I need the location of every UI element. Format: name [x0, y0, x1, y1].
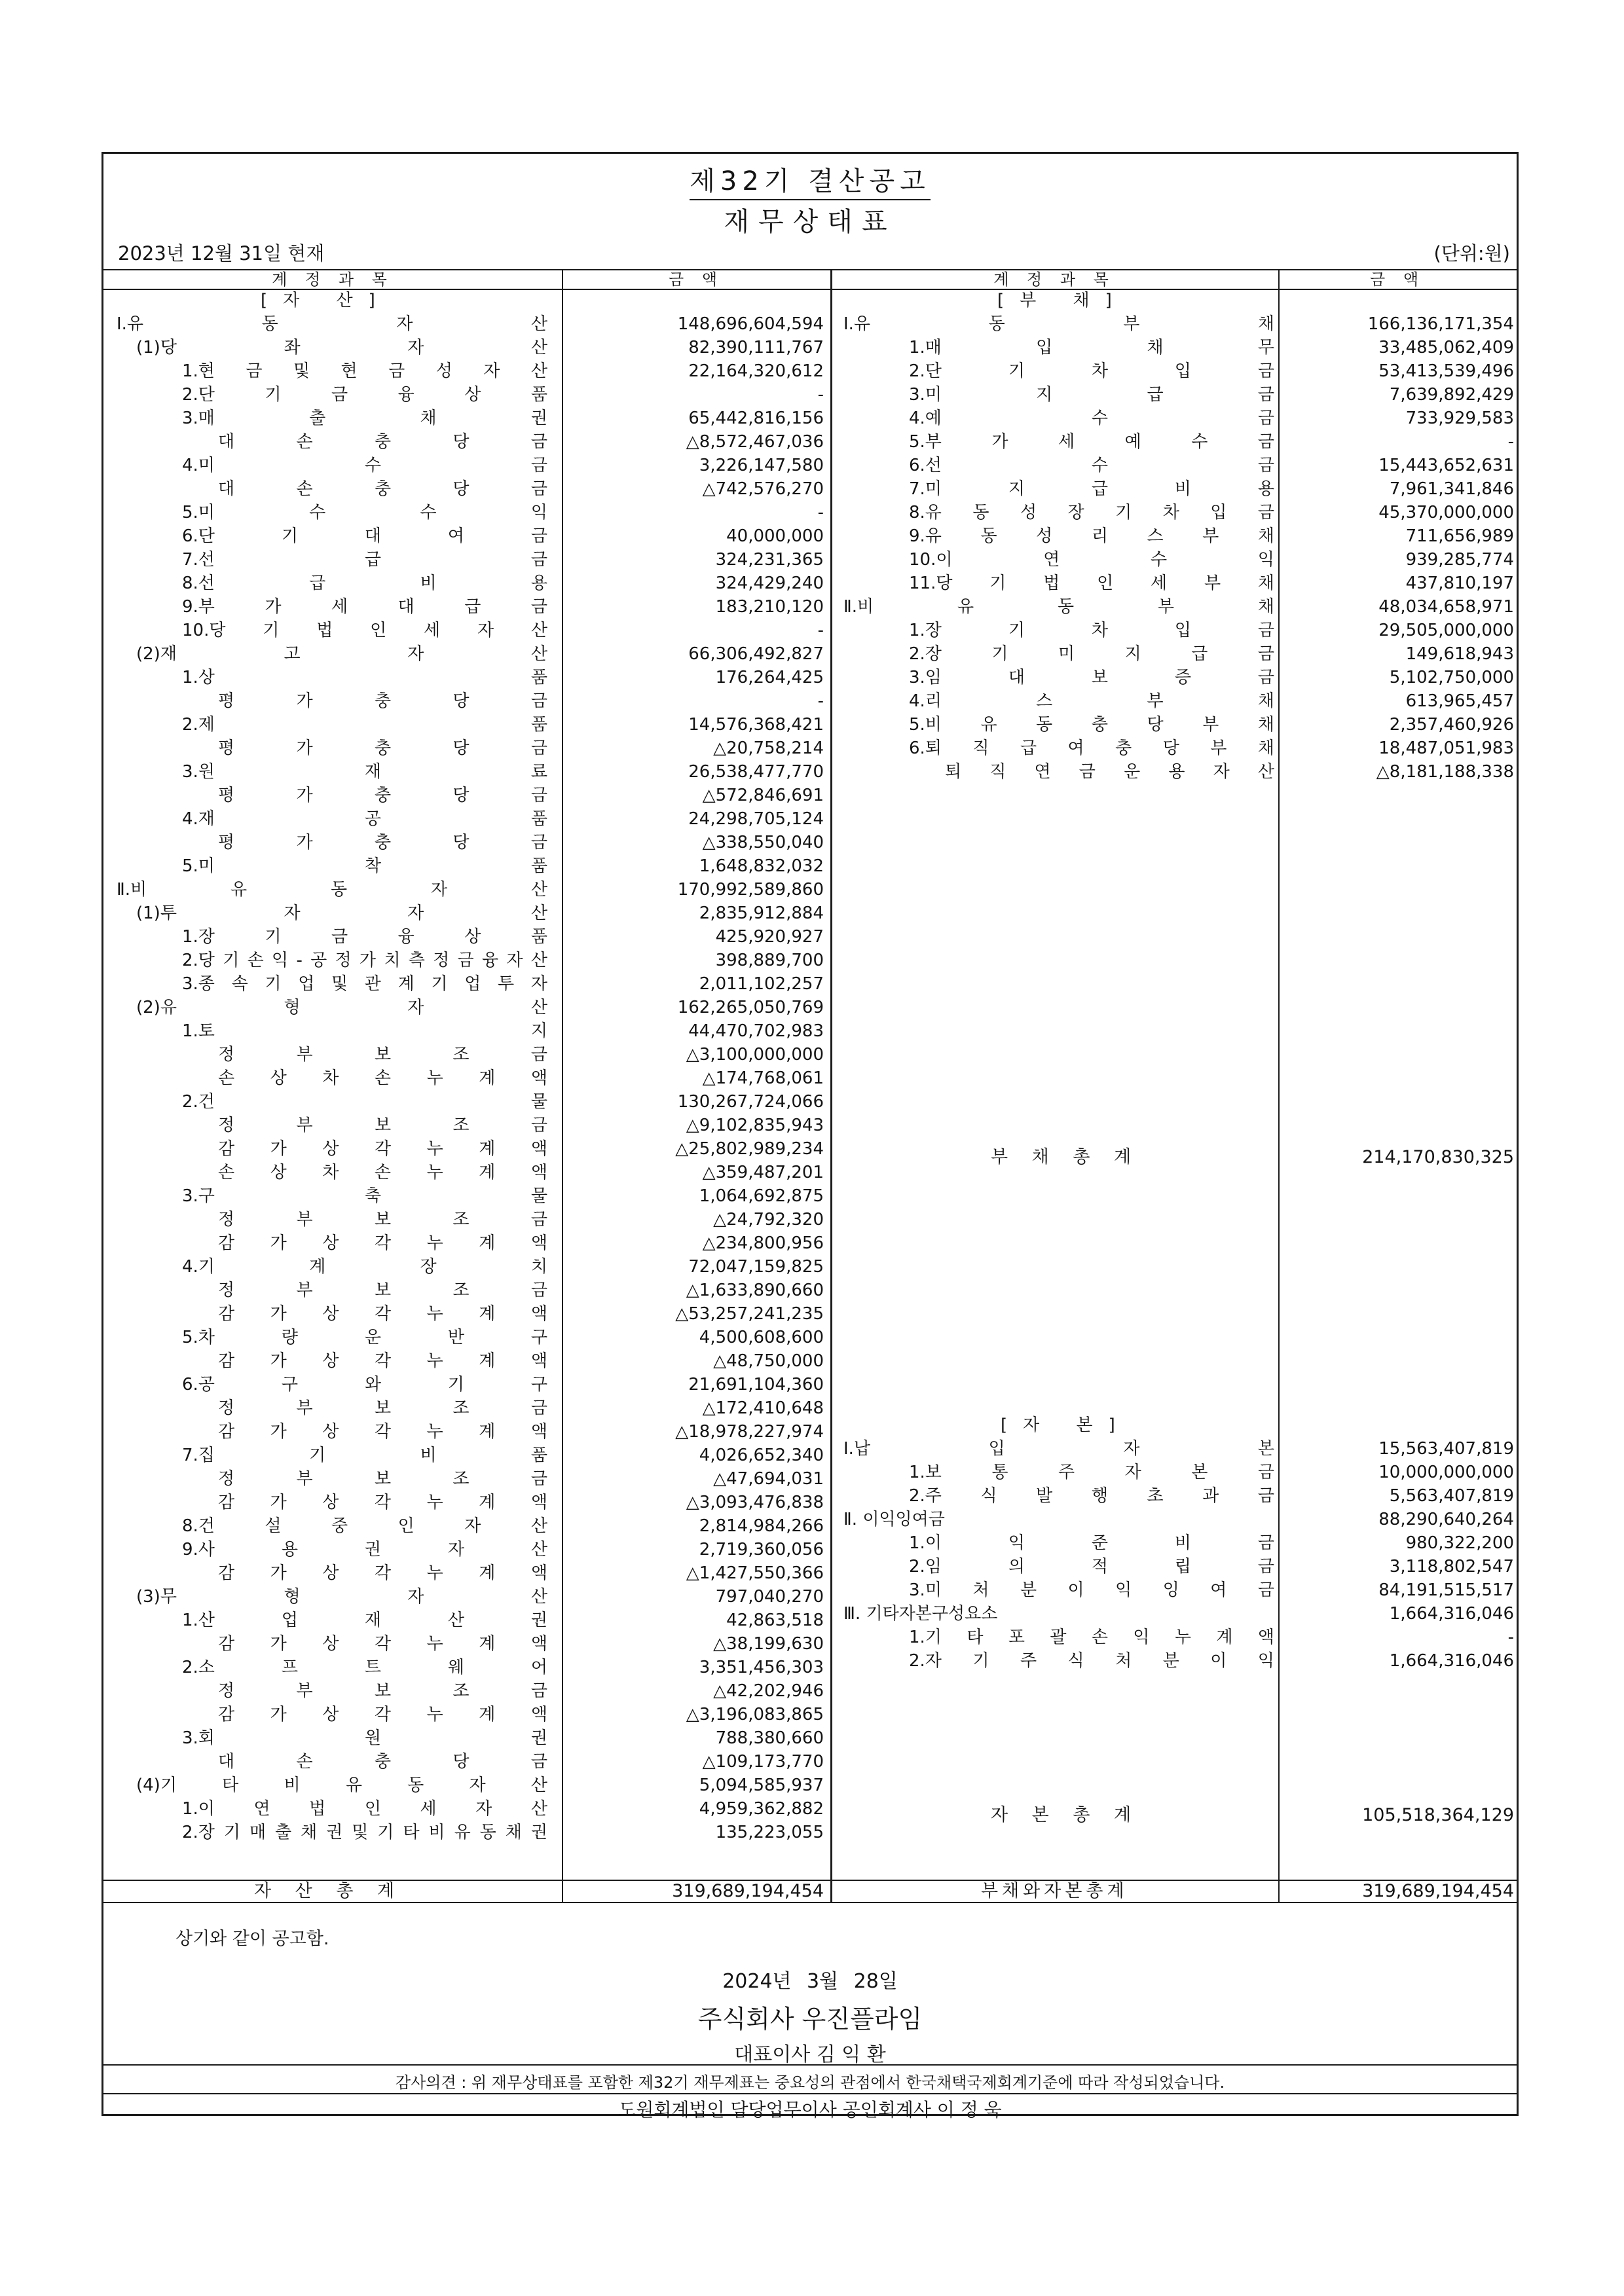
amount-cell: 14,576,368,421 — [688, 715, 824, 735]
account-label: 1.보 통 주 자 본 금 — [909, 1463, 1274, 1482]
account-label: 8.유 동 성 장 기 차 입 금 — [909, 503, 1274, 522]
account-label: 감 가 상 각 누 계 액 — [218, 1563, 547, 1583]
account-label: 2.장 기 매 출 채 권 및 기 타 비 유 동 채 권 — [182, 1823, 547, 1842]
amount-cell: 176,264,425 — [715, 668, 824, 687]
table-row — [103, 1184, 1517, 1208]
account-label: Ⅰ.납 입 자 본 — [843, 1439, 1274, 1459]
page-title: 제32기 결산공고 — [103, 160, 1517, 198]
amount-cell: 4,026,652,340 — [699, 1446, 824, 1465]
account-label: 1.장 기 차 입 금 — [909, 621, 1274, 640]
amount-cell: - — [1507, 432, 1514, 452]
account-label: 3.회 원 권 — [182, 1728, 547, 1748]
amount-cell: 1,664,316,046 — [1389, 1604, 1514, 1624]
amount-cell: △18,978,227,974 — [675, 1422, 824, 1442]
account-label: 손 상 차 손 누 계 액 — [218, 1163, 547, 1182]
account-label: 2.당 기 손 익 - 공 정 가 치 측 정 금 융 자 산 — [182, 951, 547, 970]
account-label: (2)유 형 자 산 — [136, 998, 547, 1017]
table-row — [103, 1302, 1517, 1326]
account-label: 정 부 보 조 금 — [218, 1210, 547, 1230]
account-label: 감 가 상 각 누 계 액 — [218, 1422, 547, 1442]
amount-cell: 711,656,989 — [1405, 526, 1514, 546]
account-label: (1)투 자 자 산 — [136, 903, 547, 923]
table-row — [103, 996, 1517, 1019]
table-row — [103, 831, 1517, 854]
table-row — [103, 1090, 1517, 1114]
table-row — [103, 501, 1517, 524]
amount-cell: 5,102,750,000 — [1389, 668, 1514, 687]
ceo-name: 대표이사 김 익 환 — [734, 2043, 886, 2066]
account-label: 4.기 계 장 치 — [182, 1257, 547, 1277]
report-date: 2023년 12월 31일 현재 — [118, 242, 325, 264]
account-label: 1.매 입 채 무 — [909, 338, 1274, 357]
table-row — [103, 878, 1517, 902]
amount-cell: 3,351,456,303 — [699, 1658, 824, 1677]
amount-cell: 5,094,585,937 — [699, 1776, 824, 1795]
amount-cell: △109,173,770 — [702, 1752, 824, 1772]
amount-cell: 10,000,000,000 — [1378, 1463, 1514, 1482]
table-row — [103, 737, 1517, 760]
amount-cell: - — [817, 621, 824, 640]
account-label: (3)무 형 자 산 — [136, 1587, 547, 1607]
amount-cell: △9,102,835,943 — [686, 1116, 824, 1135]
account-label: 3.미 지 급 금 — [909, 385, 1274, 405]
amount-cell: △742,576,270 — [702, 479, 824, 499]
table-row — [103, 1066, 1517, 1090]
account-label: 5.부 가 세 예 수 금 — [909, 432, 1274, 452]
amount-cell: 166,136,171,354 — [1367, 314, 1514, 334]
account-label: 1.산 업 재 산 권 — [182, 1611, 547, 1630]
amount-cell: △1,427,550,366 — [686, 1563, 824, 1583]
table-row — [103, 1726, 1517, 1750]
account-label: 9.유 동 성 리 스 부 채 — [909, 526, 1274, 546]
amount-cell: △38,199,630 — [713, 1634, 824, 1654]
account-label: 7.미 지 급 비 용 — [909, 479, 1274, 499]
account-label: 정 부 보 조 금 — [218, 1116, 547, 1135]
table-row — [103, 1649, 1517, 1673]
amount-cell: 48,034,658,971 — [1378, 597, 1514, 617]
account-label: 감 가 상 각 누 계 액 — [218, 1351, 547, 1371]
amount-cell: 162,265,050,769 — [677, 998, 824, 1017]
account-label: 1.이 익 준 비 금 — [909, 1533, 1274, 1553]
liabilities-total-amount: 214,170,830,325 — [1362, 1147, 1514, 1167]
amount-cell: 82,390,111,767 — [688, 338, 824, 357]
left-amount-header: 금 액 — [669, 270, 724, 289]
account-label: 감 가 상 각 누 계 액 — [218, 1634, 547, 1654]
statement-title: 재무상태표 — [724, 207, 896, 237]
account-label: 감 가 상 각 누 계 액 — [218, 1493, 547, 1512]
amount-cell: △3,196,083,865 — [686, 1705, 824, 1724]
account-label: 5.비 유 동 충 당 부 채 — [909, 715, 1274, 735]
account-label: 2.단 기 금 융 상 품 — [182, 385, 547, 405]
amount-cell: 65,442,816,156 — [688, 409, 824, 428]
assets-section-label: [자 산] — [261, 291, 391, 310]
amount-cell: 130,267,724,066 — [677, 1092, 824, 1112]
table-row — [103, 1461, 1517, 1484]
account-label: 퇴 직 연 금 운 용 자 산 — [945, 762, 1274, 782]
account-label: 평 가 충 당 금 — [218, 786, 547, 805]
left-account-header: 계 정 과 목 — [272, 270, 394, 289]
table-row — [103, 1679, 1517, 1703]
table-row — [103, 1626, 1517, 1649]
account-label: 평 가 충 당 금 — [218, 833, 547, 852]
account-label: 3.임 대 보 증 금 — [909, 668, 1274, 687]
table-row — [103, 1437, 1517, 1461]
amount-cell: 7,961,341,846 — [1389, 479, 1514, 499]
amount-cell: 4,959,362,882 — [699, 1799, 824, 1819]
amount-cell: 613,965,457 — [1405, 691, 1514, 711]
table-row — [103, 1019, 1517, 1043]
account-label: 평 가 충 당 금 — [218, 738, 547, 758]
amount-cell: 24,298,705,124 — [688, 809, 824, 829]
account-label: 1.기 타 포 괄 손 익 누 계 액 — [909, 1628, 1274, 1647]
account-label: 1.상 품 — [182, 668, 547, 687]
amount-cell: 15,443,652,631 — [1378, 456, 1514, 475]
account-label: 5.차 량 운 반 구 — [182, 1328, 547, 1347]
amount-cell: 29,505,000,000 — [1378, 621, 1514, 640]
table-row — [103, 1326, 1517, 1349]
amount-cell: 135,223,055 — [715, 1823, 824, 1842]
account-label: 2.장 기 미 지 급 금 — [909, 644, 1274, 664]
amount-cell: 4,500,608,600 — [699, 1328, 824, 1347]
amount-cell: 797,040,270 — [715, 1587, 824, 1607]
currency-unit: (단위:원) — [1433, 242, 1510, 264]
account-label: 9.사 용 권 자 산 — [182, 1540, 547, 1559]
account-label: 감 가 상 각 누 계 액 — [218, 1705, 547, 1724]
account-label: 2.임 의 적 립 금 — [909, 1557, 1274, 1576]
equity-total-amount: 105,518,364,129 — [1362, 1805, 1514, 1825]
amount-cell: 21,691,104,360 — [688, 1375, 824, 1394]
amount-cell: △8,572,467,036 — [686, 432, 824, 452]
account-label: 8.건 설 중 인 자 산 — [182, 1516, 547, 1536]
amount-cell: 1,064,692,875 — [699, 1186, 824, 1206]
announcement-note: 상기와 같이 공고함. — [175, 1929, 329, 1949]
amount-cell: △24,792,320 — [713, 1210, 824, 1230]
table-row — [103, 689, 1517, 713]
table-row — [103, 1578, 1517, 1602]
table-row — [103, 359, 1517, 383]
account-label: 대 손 충 당 금 — [218, 1752, 547, 1772]
account-label: 11.당 기 법 인 세 부 채 — [909, 574, 1274, 593]
assets-total-label: 자 산 총 계 — [254, 1881, 404, 1901]
table-row — [103, 1208, 1517, 1231]
table-row — [103, 454, 1517, 477]
account-label: 4.리 스 부 채 — [909, 691, 1274, 711]
amount-cell: 22,164,320,612 — [688, 361, 824, 381]
account-label: 3.미 처 분 이 익 잉 여 금 — [909, 1580, 1274, 1600]
amount-cell: 2,357,460,926 — [1389, 715, 1514, 735]
amount-cell: 1,648,832,032 — [699, 856, 824, 876]
table-row — [103, 477, 1517, 501]
account-label: 2.제 품 — [182, 715, 547, 735]
amount-cell: 2,835,912,884 — [699, 903, 824, 923]
amount-cell: 980,322,200 — [1405, 1533, 1514, 1553]
liab-equity-total-amount: 319,689,194,454 — [1362, 1881, 1514, 1901]
amount-cell: 398,889,700 — [715, 951, 824, 970]
amount-cell: 26,538,477,770 — [688, 762, 824, 782]
account-label: 손 상 차 손 누 계 액 — [218, 1068, 547, 1088]
account-label: Ⅱ.비 유 동 자 산 — [117, 880, 547, 900]
table-row — [103, 902, 1517, 925]
account-label: 3.구 축 물 — [182, 1186, 547, 1206]
account-label: 7.집 기 비 품 — [182, 1446, 547, 1465]
amount-cell: △48,750,000 — [713, 1351, 824, 1371]
amount-cell: 324,231,365 — [715, 550, 824, 570]
table-row — [103, 1531, 1517, 1555]
account-label: 평 가 충 당 금 — [218, 691, 547, 711]
table-row — [103, 1255, 1517, 1279]
account-label: 6.단 기 대 여 금 — [182, 526, 547, 546]
amount-cell: 2,719,360,056 — [699, 1540, 824, 1559]
account-label: 4.재 공 품 — [182, 809, 547, 829]
table-row — [103, 1396, 1517, 1420]
account-label: 정 부 보 조 금 — [218, 1398, 547, 1418]
table-row — [103, 949, 1517, 972]
table-row — [103, 312, 1517, 336]
account-label: 감 가 상 각 누 계 액 — [218, 1139, 547, 1159]
table-row — [103, 760, 1517, 784]
account-label: 2.건 물 — [182, 1092, 547, 1112]
amount-cell: 183,210,120 — [715, 597, 824, 617]
amount-cell: 44,470,702,983 — [688, 1021, 824, 1041]
account-label: 1.이 연 법 인 세 자 산 — [182, 1799, 547, 1819]
account-label: 9.부 가 세 대 급 금 — [182, 597, 547, 617]
account-label: 6.공 구 와 기 구 — [182, 1375, 547, 1394]
company-name: 주식회사 우진플라임 — [697, 2005, 923, 2033]
amount-cell: - — [817, 503, 824, 522]
table-row — [103, 524, 1517, 548]
account-label: 정 부 보 조 금 — [218, 1281, 547, 1300]
account-label: 정 부 보 조 금 — [218, 1681, 547, 1701]
table-row — [103, 572, 1517, 595]
table-row — [103, 807, 1517, 831]
liabilities-section-label: [부 채] — [997, 291, 1128, 310]
account-label: 1.장 기 금 융 상 품 — [182, 927, 547, 947]
table-row — [103, 1750, 1517, 1774]
amount-cell: 42,863,518 — [726, 1611, 824, 1630]
amount-cell: 437,810,197 — [1405, 574, 1514, 593]
account-label: 2.소 프 트 웨 어 — [182, 1658, 547, 1677]
account-label: 2.자 기 주 식 처 분 이 익 — [909, 1651, 1274, 1671]
amount-cell: △234,800,956 — [702, 1233, 824, 1253]
amount-cell: 2,814,984,266 — [699, 1516, 824, 1536]
table-row — [103, 1555, 1517, 1578]
amount-cell: 7,639,892,429 — [1389, 385, 1514, 405]
account-label: (4)기 타 비 유 동 자 산 — [136, 1776, 547, 1795]
account-label: 7.선 급 금 — [182, 550, 547, 570]
amount-cell: 53,413,539,496 — [1378, 361, 1514, 381]
account-label: (2)재 고 자 산 — [136, 644, 547, 664]
assets-total-amount: 319,689,194,454 — [672, 1881, 824, 1901]
amount-cell: 1,664,316,046 — [1389, 1651, 1514, 1671]
amount-cell: △3,093,476,838 — [686, 1493, 824, 1512]
table-row — [103, 784, 1517, 807]
amount-cell: 939,285,774 — [1405, 550, 1514, 570]
amount-cell: △3,100,000,000 — [686, 1045, 824, 1065]
table-row — [103, 854, 1517, 878]
table-row — [103, 666, 1517, 689]
account-label: 10.당 기 법 인 세 자 산 — [182, 621, 547, 640]
amount-cell: 66,306,492,827 — [688, 644, 824, 664]
table-row — [103, 1508, 1517, 1531]
liab-equity-total-label: 부채와자본총계 — [981, 1881, 1128, 1901]
account-label: Ⅱ.비 유 동 부 채 — [843, 597, 1274, 617]
liabilities-total-label: 부 채 총 계 — [991, 1147, 1141, 1167]
amount-cell: - — [1507, 1628, 1514, 1647]
table-row — [103, 1774, 1517, 1797]
account-label: 2.단 기 차 입 금 — [909, 361, 1274, 381]
amount-cell: 18,487,051,983 — [1378, 738, 1514, 758]
account-label: 감 가 상 각 누 계 액 — [218, 1233, 547, 1253]
amount-cell: △338,550,040 — [702, 833, 824, 852]
account-label: Ⅰ.유 동 자 산 — [117, 314, 547, 334]
amount-cell: △172,410,648 — [702, 1398, 824, 1418]
table-row — [103, 1484, 1517, 1508]
table-row — [103, 1279, 1517, 1302]
account-label: 대 손 충 당 금 — [218, 479, 547, 499]
amount-cell: 425,920,927 — [715, 927, 824, 947]
right-account-header: 계 정 과 목 — [993, 270, 1115, 289]
amount-cell: 148,696,604,594 — [677, 314, 824, 334]
table-row — [103, 1043, 1517, 1066]
amount-cell: 3,226,147,580 — [699, 456, 824, 475]
amount-cell: 170,992,589,860 — [677, 880, 824, 900]
table-row — [103, 430, 1517, 454]
amount-cell: 733,929,583 — [1405, 409, 1514, 428]
amount-cell: 72,047,159,825 — [688, 1257, 824, 1277]
account-label: 정 부 보 조 금 — [218, 1469, 547, 1489]
table-row — [103, 1703, 1517, 1726]
account-label: 1.현 금 및 현 금 성 자 산 — [182, 361, 547, 381]
account-label: (1)당 좌 자 산 — [136, 338, 547, 357]
table-row — [103, 1373, 1517, 1396]
table-row — [103, 925, 1517, 949]
amount-cell: △20,758,214 — [713, 738, 824, 758]
account-label: 6.퇴 직 급 여 충 당 부 채 — [909, 738, 1274, 758]
amount-cell: △53,257,241,235 — [675, 1304, 824, 1324]
amount-cell: 149,618,943 — [1405, 644, 1514, 664]
right-amount-header: 금 액 — [1370, 270, 1425, 289]
account-label: 감 가 상 각 누 계 액 — [218, 1304, 547, 1324]
amount-cell: 45,370,000,000 — [1378, 503, 1514, 522]
table-row — [103, 1349, 1517, 1373]
amount-cell: △47,694,031 — [713, 1469, 824, 1489]
account-label: 2.주 식 발 행 초 과 금 — [909, 1486, 1274, 1506]
table-row — [103, 642, 1517, 666]
table-row — [103, 972, 1517, 996]
amount-cell: 15,563,407,819 — [1378, 1439, 1514, 1459]
amount-cell: 33,485,062,409 — [1378, 338, 1514, 357]
account-label: 5.미 착 품 — [182, 856, 547, 876]
amount-cell: 5,563,407,819 — [1389, 1486, 1514, 1506]
equity-section-label: [자 본] — [1001, 1415, 1131, 1435]
amount-cell: △174,768,061 — [702, 1068, 824, 1088]
amount-cell: 40,000,000 — [726, 526, 824, 546]
table-row — [103, 407, 1517, 430]
account-label: 10.이 연 수 익 — [909, 550, 1274, 570]
amount-cell: 324,429,240 — [715, 574, 824, 593]
table-row — [103, 595, 1517, 619]
account-label: 3.매 출 채 권 — [182, 409, 547, 428]
table-row — [103, 548, 1517, 572]
amount-cell: △8,181,188,338 — [1376, 762, 1514, 782]
auditor-signature: 도원회계법인 담당업무이사 공인회계사 이 정 욱 — [618, 2099, 1002, 2121]
account-label: 3.종 속 기 업 및 관 계 기 업 투 자 — [182, 974, 547, 994]
table-row — [103, 1602, 1517, 1626]
amount-cell: 3,118,802,547 — [1389, 1557, 1514, 1576]
amount-cell: - — [817, 691, 824, 711]
announcement-frame — [101, 152, 1519, 2121]
account-label: 정 부 보 조 금 — [218, 1045, 547, 1065]
account-label: 8.선 급 비 용 — [182, 574, 547, 593]
table-row — [103, 1114, 1517, 1137]
announcement-date: 2024년 3월 28일 — [722, 1970, 898, 1993]
account-label: 4.미 수 금 — [182, 456, 547, 475]
table-row — [103, 383, 1517, 407]
account-label: Ⅱ. 이익잉여금 — [843, 1510, 945, 1529]
account-label: 5.미 수 수 익 — [182, 503, 547, 522]
account-label: 3.원 재 료 — [182, 762, 547, 782]
amount-cell: △25,802,989,234 — [675, 1139, 824, 1159]
amount-cell: △1,633,890,660 — [686, 1281, 824, 1300]
account-label: 대 손 충 당 금 — [218, 432, 547, 452]
balance-sheet-table — [103, 269, 1517, 1903]
amount-cell: - — [817, 385, 824, 405]
account-label: 4.예 수 금 — [909, 409, 1274, 428]
account-label: 1.토 지 — [182, 1021, 547, 1041]
equity-total-label: 자 본 총 계 — [991, 1805, 1141, 1825]
amount-cell: 788,380,660 — [715, 1728, 824, 1748]
amount-cell: 88,290,640,264 — [1378, 1510, 1514, 1529]
account-label: 6.선 수 금 — [909, 456, 1274, 475]
amount-cell: 2,011,102,257 — [699, 974, 824, 994]
amount-cell: △572,846,691 — [702, 786, 824, 805]
table-row — [103, 619, 1517, 642]
account-label: Ⅰ.유 동 부 채 — [843, 314, 1274, 334]
table-row — [103, 1231, 1517, 1255]
amount-cell: 84,191,515,517 — [1378, 1580, 1514, 1600]
audit-opinion: 감사의견 : 위 재무상태표를 포함한 제32기 재무제표는 중요성의 관점에서 한국채택국제회계기준에 따라 작성되었습니다. — [395, 2073, 1225, 2092]
amount-cell: △359,487,201 — [702, 1163, 824, 1182]
table-row — [103, 336, 1517, 359]
account-label: Ⅲ. 기타자본구성요소 — [843, 1604, 998, 1624]
table-row — [103, 713, 1517, 737]
amount-cell: △42,202,946 — [713, 1681, 824, 1701]
